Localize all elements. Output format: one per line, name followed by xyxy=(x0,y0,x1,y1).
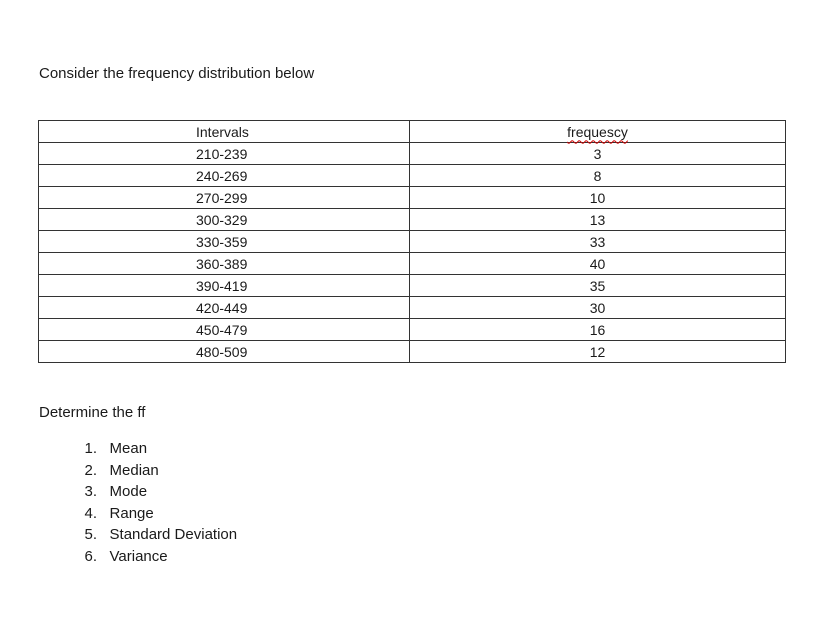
table-row xyxy=(39,297,786,319)
list-item-label: Variance xyxy=(109,547,168,565)
list-item xyxy=(39,546,237,568)
interval-cell: 450-479 xyxy=(39,319,410,341)
list-item-number: 2. xyxy=(84,461,97,479)
list-item-label: Mean xyxy=(109,440,148,457)
interval-cell: 270-299 xyxy=(39,187,410,209)
frequency-cell: 30 xyxy=(410,297,786,319)
header-frequency xyxy=(410,121,786,143)
table-header-row xyxy=(39,121,786,143)
frequency-cell: 13 xyxy=(410,209,786,231)
interval-cell: 240-269 xyxy=(39,165,410,187)
list-item xyxy=(39,460,237,482)
list-item-number: 3. xyxy=(84,483,97,500)
frequency-cell: 35 xyxy=(410,275,786,297)
frequency-cell: 40 xyxy=(410,253,786,275)
frequency-table xyxy=(38,120,786,363)
table-row xyxy=(39,341,786,363)
list-item-label: Median xyxy=(109,461,159,479)
task-list xyxy=(39,438,237,567)
interval-cell: 420-449 xyxy=(39,297,410,319)
interval-cell: 390-419 xyxy=(39,275,410,297)
list-item-label: Range xyxy=(109,504,154,522)
interval-cell: 360-389 xyxy=(39,253,410,275)
header-frequency-text: frequescy xyxy=(567,123,628,140)
table-row xyxy=(39,187,786,209)
frequency-cell: 16 xyxy=(410,319,786,341)
frequency-cell: 12 xyxy=(410,341,786,363)
interval-cell: 210-239 xyxy=(39,143,410,165)
list-item-number: 4. xyxy=(84,504,97,522)
interval-cell: 300-329 xyxy=(39,209,410,231)
list-item-number: 1. xyxy=(84,440,97,457)
table-row xyxy=(39,275,786,297)
list-item xyxy=(39,481,237,503)
table-row xyxy=(39,143,786,165)
table-row xyxy=(39,319,786,341)
intro-text: Consider the frequency distribution below xyxy=(39,65,315,82)
list-item-number: 5. xyxy=(84,526,97,543)
list-item-number: 6. xyxy=(84,547,97,565)
task-heading: Determine the ff xyxy=(39,404,146,421)
list-item xyxy=(39,524,237,546)
list-item-label: Standard Deviation xyxy=(109,526,238,543)
list-item xyxy=(39,438,237,460)
frequency-cell: 8 xyxy=(410,165,786,187)
header-intervals: Intervals xyxy=(39,121,410,143)
table-row xyxy=(39,253,786,275)
interval-cell: 330-359 xyxy=(39,231,410,253)
interval-cell: 480-509 xyxy=(39,341,410,363)
list-item-label: Mode xyxy=(109,483,148,500)
frequency-cell: 10 xyxy=(410,187,786,209)
table-row xyxy=(39,209,786,231)
list-item xyxy=(39,503,237,525)
table-row xyxy=(39,231,786,253)
frequency-cell: 3 xyxy=(410,143,786,165)
table-row xyxy=(39,165,786,187)
frequency-cell: 33 xyxy=(410,231,786,253)
